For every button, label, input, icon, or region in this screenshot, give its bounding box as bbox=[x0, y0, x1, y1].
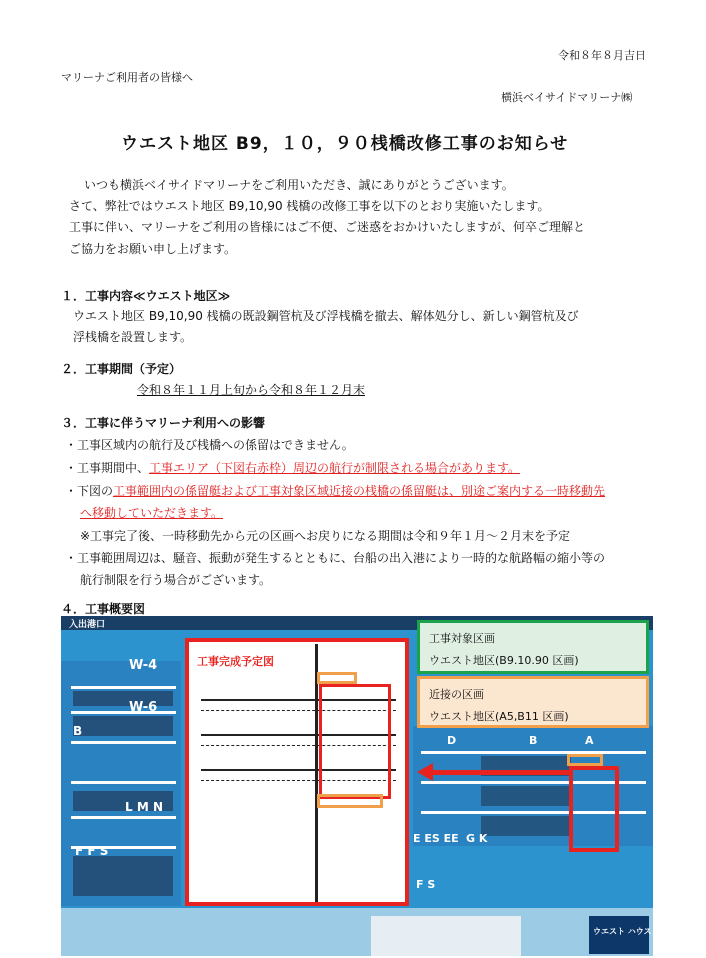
impact-bullet-2 bbox=[65, 459, 520, 476]
zone-w6-label: W-6 bbox=[129, 700, 158, 715]
arrow-shaft bbox=[433, 770, 573, 775]
intro-line-4: ご協力をお願い申し上げます。 bbox=[69, 242, 237, 256]
target-zone-title: 工事対象区画 bbox=[429, 632, 495, 645]
arrow-head bbox=[417, 763, 433, 781]
boat-slots bbox=[73, 716, 173, 736]
adjacent-zone-title: 近接の区画 bbox=[429, 688, 484, 701]
pier bbox=[421, 751, 646, 754]
west-house-label: ウエスト ハウス bbox=[593, 927, 652, 936]
zone-gk-label: G K bbox=[466, 832, 488, 845]
issue-date: 令和８年８月吉日 bbox=[558, 49, 646, 62]
pier bbox=[71, 781, 176, 784]
adjacent-area-marker bbox=[567, 754, 603, 766]
construction-period: 令和８年１１月上旬から令和８年１２月末 bbox=[137, 383, 366, 397]
page-title: ウエスト地区 B9，１０，９０桟橋改修工事のお知らせ bbox=[121, 134, 569, 154]
impact-bullet-3-continued: へ移動していただきます。 bbox=[80, 506, 224, 520]
section-2-heading: ２．工事期間（予定） bbox=[61, 362, 182, 376]
zone-lmn-label: L M N bbox=[125, 800, 163, 814]
section-1-line-2: 浮桟橋を設置します。 bbox=[73, 330, 193, 344]
recipient: マリーナご利用者の皆様へ bbox=[61, 71, 193, 84]
section-3-heading: ３．工事に伴うマリーナ利用への影響 bbox=[61, 416, 266, 430]
boat-slots bbox=[481, 786, 571, 806]
pier bbox=[71, 686, 176, 689]
impact-bullet-1: ・工事区域内の航行及び桟橋への係留はできません。 bbox=[65, 438, 354, 452]
intro-line-3: 工事に伴い、マリーナをご利用の皆様にはご不便、ご迷惑をおかけいたしますが、何卒ご理解と bbox=[69, 220, 586, 234]
impact-bullet-2-highlight: 工事エリア（下図右赤枠）周辺の航行が制限される場合があります。 bbox=[149, 461, 521, 475]
impact-bullet-3-prefix: ・下図の bbox=[65, 484, 114, 498]
zone-w4-label: W-4 bbox=[129, 658, 158, 673]
map-road bbox=[371, 916, 521, 956]
impact-bullet-3-highlight: 工事範囲内の係留艇および工事対象区域近接の桟橋の係留艇は、別途ご案内する一時移動先 bbox=[113, 484, 606, 498]
zone-ees-label: E ES EE bbox=[413, 832, 459, 845]
intro-line-1: いつも横浜ベイサイドマリーナをご利用いただき、誠にありがとうございます。 bbox=[84, 178, 514, 192]
pier bbox=[71, 816, 176, 819]
impact-bullet-2-prefix: ・工事期間中、 bbox=[65, 461, 150, 475]
boat-slots bbox=[481, 816, 571, 836]
impact-note: ※工事完了後、一時移動先から元の区画へお戻りになる期間は令和９年１月～２月末を予定 bbox=[80, 529, 571, 543]
zone-fs-label: F S bbox=[416, 878, 436, 891]
map-land-strip bbox=[61, 908, 653, 956]
boat-slots bbox=[73, 856, 173, 896]
plan-orange-box-bottom bbox=[317, 794, 383, 808]
section-1-heading: １．工事内容≪ウエスト地区≫ bbox=[61, 289, 231, 303]
entrance-label: 入出港口 bbox=[69, 620, 106, 630]
plan-orange-box-top bbox=[317, 672, 357, 684]
section-4-heading: ４．工事概要図 bbox=[61, 602, 146, 616]
target-zone-detail: ウエスト地区(B9.10.90 区画) bbox=[429, 654, 579, 667]
pier bbox=[71, 741, 176, 744]
zone-b-left-label: B bbox=[73, 724, 83, 738]
boat-slots bbox=[73, 691, 173, 706]
construction-area-marker bbox=[569, 766, 619, 852]
impact-bullet-4-continued: 航行制限を行う場合がございます。 bbox=[80, 573, 272, 587]
zone-a-label: A bbox=[585, 734, 594, 747]
impact-bullet-4: ・工事範囲周辺は、騒音、振動が発生するとともに、台船の出入港により一時的な航路幅の縮小等の bbox=[65, 551, 606, 565]
pier bbox=[71, 711, 176, 714]
completion-plan-title: 工事完成予定図 bbox=[197, 655, 274, 668]
sender: 横浜ベイサイドマリーナ㈱ bbox=[501, 91, 633, 104]
section-1-line-1: ウエスト地区 B9,10,90 桟橋の既設鋼管杭及び浮桟橋を撤去、解体処分し、新しい鋼管杭及び bbox=[73, 309, 579, 323]
zone-d-label: D bbox=[447, 734, 457, 747]
plan-red-area bbox=[319, 684, 391, 799]
construction-map bbox=[61, 616, 653, 956]
adjacent-zone-detail: ウエスト地区(A5,B11 区画) bbox=[429, 710, 569, 723]
impact-bullet-3 bbox=[65, 482, 605, 499]
zone-b-right-label: B bbox=[529, 734, 538, 747]
zone-ffs-left-label: F F S bbox=[75, 844, 109, 858]
intro-line-2: さて、弊社ではウエスト地区 B9,10,90 桟橋の改修工事を以下のとおり実施いたします。 bbox=[69, 199, 550, 213]
